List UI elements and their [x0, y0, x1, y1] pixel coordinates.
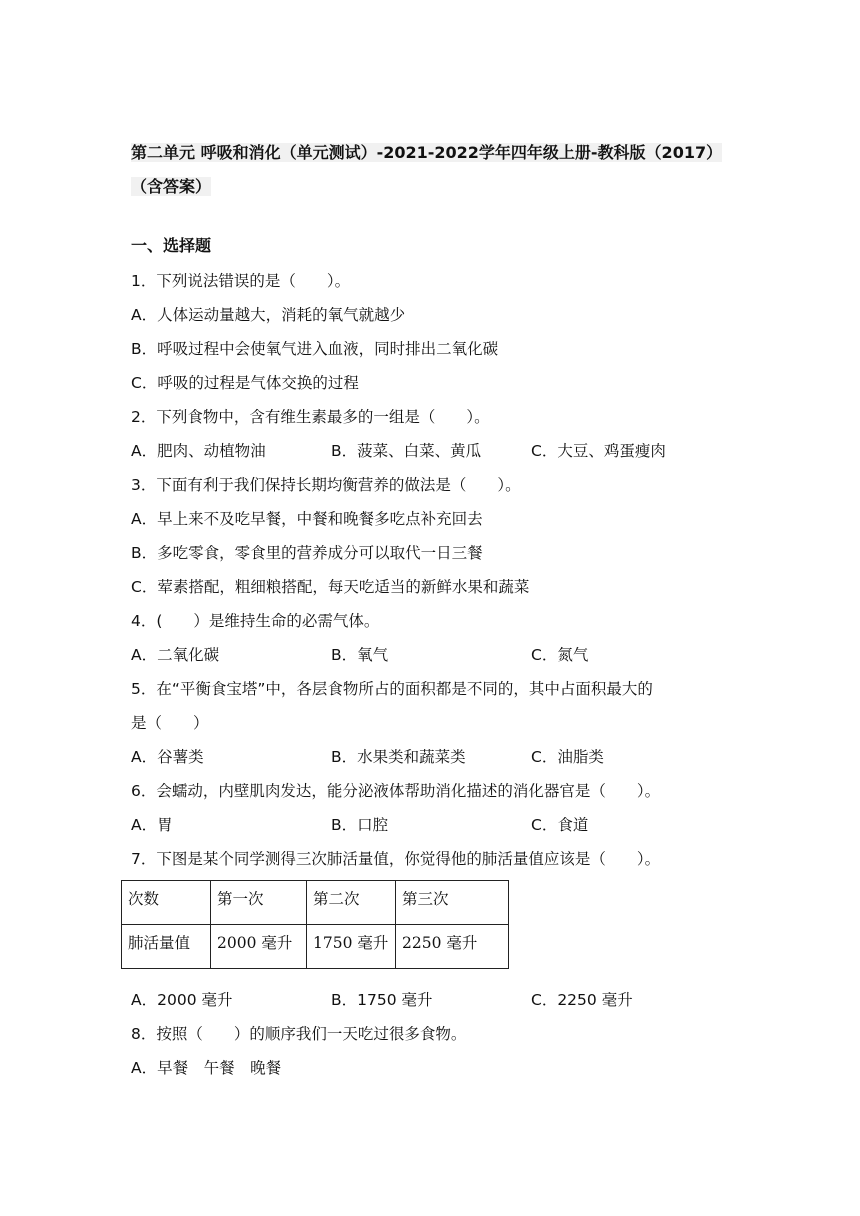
question-stem: 4．( ）是维持生命的必需气体。	[131, 612, 380, 630]
question-stem-continued: 是（ ）	[131, 714, 209, 732]
option-a: A．2000 毫升	[131, 991, 233, 1009]
table-cell: 第二次	[307, 881, 396, 925]
title-line-1: 第二单元 呼吸和消化（单元测试）-2021-2022学年四年级上册-教科版（2017）	[131, 143, 723, 162]
options-row	[131, 740, 741, 774]
lung-capacity-table	[121, 880, 509, 969]
question-stem: 8．按照（ ）的顺序我们一天吃过很多食物。	[131, 1025, 467, 1043]
option-b: B．氧气	[331, 646, 389, 664]
table-cell: 2000 毫升	[211, 925, 307, 969]
option-c: C．氮气	[531, 646, 589, 664]
options-row	[131, 808, 741, 842]
title-line-2: （含答案）	[131, 177, 212, 196]
table-cell: 第一次	[211, 881, 307, 925]
option-b: B．多吃零食，零食里的营养成分可以取代一日三餐	[131, 544, 483, 562]
option-b: B．口腔	[331, 816, 389, 834]
option-c: C．荤素搭配，粗细粮搭配，每天吃适当的新鲜水果和蔬菜	[131, 578, 530, 596]
option-a: A．人体运动量越大，消耗的氧气就越少	[131, 306, 406, 324]
options-row	[131, 638, 741, 672]
table-row	[122, 925, 509, 969]
option-a: A．早上来不及吃早餐，中餐和晚餐多吃点补充回去	[131, 510, 483, 528]
option-b: B．菠菜、白菜、黄瓜	[331, 442, 482, 460]
option-b: B．呼吸过程中会使氧气进入血液，同时排出二氧化碳	[131, 340, 499, 358]
question-stem: 6．会蠕动，内壁肌肉发达，能分泌液体帮助消化描述的消化器官是（ ）。	[131, 782, 661, 800]
option-c: C．大豆、鸡蛋瘦肉	[531, 442, 666, 460]
option-a: A．谷薯类	[131, 748, 204, 766]
option-b: B．水果类和蔬菜类	[331, 748, 466, 766]
question-stem: 7．下图是某个同学测得三次肺活量值，你觉得他的肺活量值应该是（ ）。	[131, 850, 661, 868]
question-stem: 2．下列食物中，含有维生素最多的一组是（ ）。	[131, 408, 490, 426]
options-row	[131, 434, 741, 468]
table-cell: 肺活量值	[122, 925, 211, 969]
option-c: C．食道	[531, 816, 589, 834]
options-row	[131, 983, 741, 1017]
section-heading: 一、选择题	[131, 236, 212, 255]
document-title	[131, 136, 741, 204]
option-a: A．早餐 午餐 晚餐	[131, 1059, 282, 1077]
table-cell: 1750 毫升	[307, 925, 396, 969]
option-a: A．二氧化碳	[131, 646, 220, 664]
option-c: C．2250 毫升	[531, 991, 633, 1009]
option-c: C．油脂类	[531, 748, 604, 766]
question-list	[128, 264, 741, 1085]
option-b: B．1750 毫升	[331, 991, 433, 1009]
question-stem: 3．下面有利于我们保持长期均衡营养的做法是（ ）。	[131, 476, 521, 494]
table-cell: 2250 毫升	[396, 925, 509, 969]
option-c: C．呼吸的过程是气体交换的过程	[131, 374, 359, 392]
table-cell: 第三次	[396, 881, 509, 925]
table-cell: 次数	[122, 881, 211, 925]
table-header-row	[122, 881, 509, 925]
question-stem: 5．在“平衡食宝塔”中，各层食物所占的面积都是不同的，其中占面积最大的	[131, 680, 653, 698]
question-stem: 1．下列说法错误的是（ ）。	[131, 272, 351, 290]
option-a: A．肥肉、动植物油	[131, 442, 266, 460]
option-a: A．胃	[131, 816, 173, 834]
